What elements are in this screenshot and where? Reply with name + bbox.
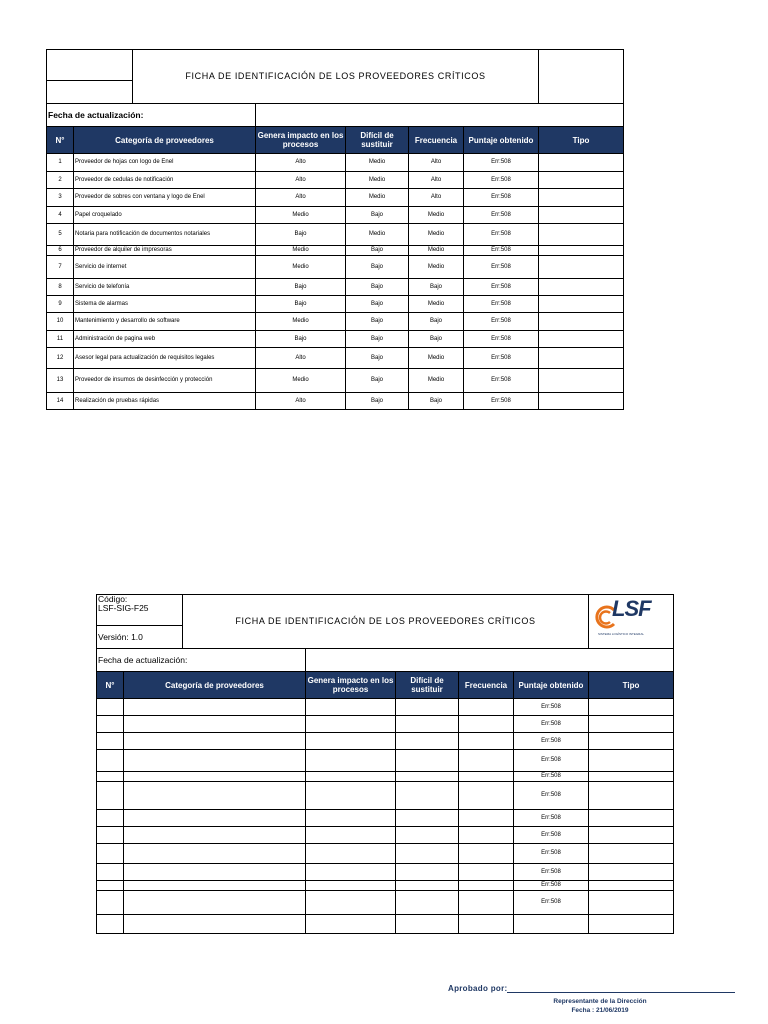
header-tipo: Tipo — [539, 127, 624, 154]
row-cell-empty[interactable] — [124, 810, 306, 827]
row-categoria[interactable]: Proveedor de cedulas de notificación — [74, 172, 256, 189]
row-impacto[interactable]: Bajo — [256, 331, 346, 348]
row-cell-empty[interactable] — [396, 915, 459, 934]
row-cell-empty[interactable] — [396, 891, 459, 915]
footer-fecha: Fecha : 21/06/2019 — [571, 1007, 629, 1014]
row-impacto[interactable]: Alto — [256, 189, 346, 207]
row-num[interactable]: 13 — [47, 369, 74, 393]
row-dificil[interactable]: Bajo — [346, 279, 409, 296]
fecha-value[interactable] — [256, 104, 624, 127]
row-tipo[interactable] — [539, 207, 624, 224]
table-row — [47, 369, 624, 393]
row-cell-empty[interactable] — [124, 750, 306, 772]
form2-fecha-label: Fecha de actualización: — [97, 649, 306, 672]
row-cell-empty[interactable] — [589, 782, 674, 810]
row-tipo[interactable] — [539, 393, 624, 410]
header-dificil: Difícil de sustituir — [346, 127, 409, 154]
representante-block — [520, 997, 680, 1015]
header-frecuencia: Frecuencia — [409, 127, 464, 154]
row-tipo[interactable] — [539, 296, 624, 313]
row-categoria[interactable]: Servicio de telefonía — [74, 279, 256, 296]
row-cell-empty[interactable] — [589, 915, 674, 934]
row-puntaje[interactable]: Err:508 — [464, 246, 539, 256]
row-puntaje[interactable]: Err:508 — [514, 782, 589, 810]
row-cell-empty[interactable] — [306, 844, 396, 864]
row-cell-empty[interactable] — [97, 733, 124, 750]
form2-header-table — [96, 594, 674, 649]
row-cell-empty[interactable] — [97, 810, 124, 827]
logo-cell-empty — [539, 50, 624, 104]
row-dificil[interactable]: Bajo — [346, 207, 409, 224]
row-frecuencia[interactable]: Medio — [409, 224, 464, 246]
table-row — [97, 772, 674, 782]
row-cell-empty[interactable] — [459, 891, 514, 915]
row-cell-empty[interactable] — [396, 772, 459, 782]
table-row — [47, 207, 624, 224]
row-cell-empty[interactable] — [306, 864, 396, 881]
row-num[interactable]: 14 — [47, 393, 74, 410]
codigo-label: Código: — [98, 594, 128, 604]
row-cell-empty[interactable] — [97, 772, 124, 782]
row-dificil[interactable]: Bajo — [346, 348, 409, 369]
row-puntaje[interactable]: Err:508 — [464, 331, 539, 348]
row-frecuencia[interactable]: Bajo — [409, 313, 464, 331]
row-cell-empty[interactable] — [589, 750, 674, 772]
row-cell-empty[interactable] — [306, 881, 396, 891]
row-cell-empty[interactable] — [97, 881, 124, 891]
row-cell-empty[interactable] — [396, 844, 459, 864]
top-header-table — [46, 49, 624, 104]
form2-header-impacto: Genera impacto en los procesos — [306, 672, 396, 699]
row-cell-empty[interactable] — [589, 891, 674, 915]
row-puntaje[interactable]: Err:508 — [464, 369, 539, 393]
row-puntaje[interactable]: Err:508 — [464, 256, 539, 279]
table-row — [47, 348, 624, 369]
table-row — [47, 331, 624, 348]
row-categoria[interactable]: Proveedor de insumos de desinfección y protección — [74, 369, 256, 393]
row-tipo[interactable] — [539, 224, 624, 246]
row-cell-empty[interactable] — [589, 716, 674, 733]
row-puntaje[interactable]: Err:508 — [464, 189, 539, 207]
row-categoria[interactable]: Notaria para notificación de documentos notariales — [74, 224, 256, 246]
row-frecuencia[interactable]: Medio — [409, 296, 464, 313]
row-tipo[interactable] — [539, 154, 624, 172]
row-cell-empty[interactable] — [459, 844, 514, 864]
row-cell-empty[interactable] — [459, 915, 514, 934]
row-dificil[interactable]: Bajo — [346, 296, 409, 313]
row-cell-empty[interactable] — [459, 772, 514, 782]
row-impacto[interactable]: Bajo — [256, 296, 346, 313]
row-dificil[interactable]: Bajo — [346, 246, 409, 256]
row-impacto[interactable]: Alto — [256, 348, 346, 369]
row-tipo[interactable] — [539, 172, 624, 189]
row-cell-empty[interactable] — [396, 827, 459, 844]
row-frecuencia[interactable]: Medio — [409, 207, 464, 224]
version-cell: Versión: 1.0 — [97, 626, 183, 649]
table-row — [47, 256, 624, 279]
table-row — [47, 224, 624, 246]
row-cell-empty[interactable] — [589, 772, 674, 782]
row-categoria[interactable]: Administración de pagina web — [74, 331, 256, 348]
row-cell-empty[interactable] — [396, 699, 459, 716]
row-tipo[interactable] — [539, 348, 624, 369]
row-num[interactable]: 11 — [47, 331, 74, 348]
row-num[interactable]: 2 — [47, 172, 74, 189]
row-cell-empty[interactable] — [97, 844, 124, 864]
row-impacto[interactable]: Medio — [256, 207, 346, 224]
row-impacto[interactable]: Bajo — [256, 224, 346, 246]
table-row — [97, 699, 674, 716]
row-cell-empty[interactable] — [589, 844, 674, 864]
row-tipo[interactable] — [539, 313, 624, 331]
row-cell-empty[interactable] — [124, 844, 306, 864]
row-cell-empty[interactable] — [306, 699, 396, 716]
table-row — [97, 750, 674, 772]
row-cell-empty[interactable] — [459, 699, 514, 716]
row-cell-empty[interactable] — [306, 782, 396, 810]
table-row — [97, 733, 674, 750]
row-puntaje[interactable]: Err:508 — [514, 891, 589, 915]
row-frecuencia[interactable]: Alto — [409, 189, 464, 207]
suppliers-table — [46, 126, 624, 410]
row-frecuencia[interactable]: Bajo — [409, 279, 464, 296]
row-cell-empty[interactable] — [459, 733, 514, 750]
row-cell-empty[interactable] — [124, 772, 306, 782]
form2-fecha-value[interactable] — [306, 649, 674, 672]
form2-title: FICHA DE IDENTIFICACIÓN DE LOS PROVEEDORES CRÍTICOS — [183, 595, 589, 649]
row-cell-empty[interactable] — [306, 733, 396, 750]
form2-suppliers-table — [96, 671, 674, 934]
row-num[interactable]: 4 — [47, 207, 74, 224]
row-cell-empty[interactable] — [306, 827, 396, 844]
row-puntaje[interactable]: Err:508 — [514, 750, 589, 772]
row-categoria[interactable]: Proveedor de alquiler de impresoras — [74, 246, 256, 256]
row-cell-empty[interactable] — [306, 716, 396, 733]
row-puntaje[interactable]: Err:508 — [464, 207, 539, 224]
row-impacto[interactable]: Alto — [256, 393, 346, 410]
row-num[interactable]: 7 — [47, 256, 74, 279]
row-cell-empty[interactable] — [124, 915, 306, 934]
row-num[interactable]: 10 — [47, 313, 74, 331]
form2-header-dificil: Difícil de sustituir — [396, 672, 459, 699]
row-cell-empty[interactable] — [589, 810, 674, 827]
row-categoria[interactable]: Proveedor de hojas con logo de Enel — [74, 154, 256, 172]
lsf-logo-subtitle: SISTEMA LOGÍSTICO INTEGRAL — [598, 632, 645, 636]
code-cell-empty — [47, 50, 133, 81]
logo-cell — [589, 595, 674, 649]
row-num[interactable]: 12 — [47, 348, 74, 369]
row-categoria[interactable]: Mantenimiento y desarrollo de software — [74, 313, 256, 331]
form2-header-tipo: Tipo — [589, 672, 674, 699]
row-puntaje[interactable]: Err:508 — [514, 772, 589, 782]
table-row — [97, 810, 674, 827]
row-cell-empty[interactable] — [306, 772, 396, 782]
table-row — [97, 864, 674, 881]
row-puntaje[interactable]: Err:508 — [514, 827, 589, 844]
row-cell-empty[interactable] — [97, 750, 124, 772]
row-cell-empty[interactable] — [124, 864, 306, 881]
table-row — [47, 246, 624, 256]
row-cell-empty[interactable] — [97, 915, 124, 934]
row-puntaje[interactable]: Err:508 — [514, 881, 589, 891]
signature-line[interactable] — [507, 984, 735, 993]
row-tipo[interactable] — [539, 256, 624, 279]
header-num: N° — [47, 127, 74, 154]
row-tipo[interactable] — [539, 279, 624, 296]
row-impacto[interactable]: Medio — [256, 256, 346, 279]
row-cell-empty[interactable] — [124, 733, 306, 750]
row-categoria[interactable]: Asesor legal para actualización de requisitos legales — [74, 348, 256, 369]
row-dificil[interactable]: Bajo — [346, 256, 409, 279]
table-row — [47, 313, 624, 331]
row-categoria[interactable]: Servicio de internet — [74, 256, 256, 279]
row-puntaje[interactable]: Err:508 — [514, 699, 589, 716]
row-cell-empty[interactable] — [97, 891, 124, 915]
row-categoria[interactable]: Papel croquelado — [74, 207, 256, 224]
row-dificil[interactable]: Medio — [346, 224, 409, 246]
table-row — [97, 915, 674, 934]
row-dificil[interactable]: Bajo — [346, 393, 409, 410]
row-cell-empty[interactable] — [459, 716, 514, 733]
form2-header-categoria: Categoría de proveedores — [124, 672, 306, 699]
row-categoria[interactable]: Realización de pruebas rápidas — [74, 393, 256, 410]
row-num[interactable]: 8 — [47, 279, 74, 296]
row-puntaje[interactable]: Err:508 — [514, 864, 589, 881]
row-puntaje[interactable]: Err:508 — [514, 810, 589, 827]
row-cell-empty[interactable] — [97, 782, 124, 810]
row-impacto[interactable]: Medio — [256, 313, 346, 331]
row-frecuencia[interactable]: Bajo — [409, 331, 464, 348]
row-cell-empty[interactable] — [589, 864, 674, 881]
codigo-cell — [97, 595, 183, 626]
row-cell-empty[interactable] — [459, 782, 514, 810]
row-impacto[interactable]: Alto — [256, 154, 346, 172]
row-cell-empty[interactable] — [124, 881, 306, 891]
table-row — [97, 716, 674, 733]
row-tipo[interactable] — [539, 189, 624, 207]
row-frecuencia[interactable]: Medio — [409, 256, 464, 279]
row-frecuencia[interactable]: Bajo — [409, 393, 464, 410]
table-row — [47, 189, 624, 207]
table-row — [47, 393, 624, 410]
table-row — [47, 296, 624, 313]
form2-header-puntaje: Puntaje obtenido — [514, 672, 589, 699]
row-puntaje[interactable]: Err:508 — [464, 154, 539, 172]
table-row — [47, 154, 624, 172]
lsf-logo — [592, 596, 670, 639]
aprobado-por — [448, 984, 735, 993]
row-puntaje[interactable]: Err:508 — [514, 844, 589, 864]
row-cell-empty[interactable] — [396, 733, 459, 750]
row-num[interactable]: 1 — [47, 154, 74, 172]
header-categoria: Categoría de proveedores — [74, 127, 256, 154]
row-cell-empty[interactable] — [396, 810, 459, 827]
table-row — [97, 844, 674, 864]
row-cell-empty[interactable] — [306, 750, 396, 772]
row-dificil[interactable]: Medio — [346, 189, 409, 207]
fecha-table — [46, 103, 624, 127]
row-impacto[interactable]: Alto — [256, 172, 346, 189]
row-cell-empty[interactable] — [396, 881, 459, 891]
representante-label: Representante de la Dirección — [553, 998, 647, 1005]
row-tipo[interactable] — [539, 246, 624, 256]
row-cell-empty[interactable] — [396, 750, 459, 772]
row-frecuencia[interactable]: Medio — [409, 246, 464, 256]
row-puntaje[interactable]: Err:508 — [464, 224, 539, 246]
header-impacto: Genera impacto en los procesos — [256, 127, 346, 154]
row-cell-empty[interactable] — [97, 827, 124, 844]
codigo-value: LSF-SIG-F25 — [98, 603, 149, 613]
table-row — [47, 279, 624, 296]
row-cell-empty[interactable] — [589, 699, 674, 716]
form-title: FICHA DE IDENTIFICACIÓN DE LOS PROVEEDORES CRÍTICOS — [133, 50, 539, 104]
row-frecuencia[interactable]: Alto — [409, 154, 464, 172]
row-cell-empty[interactable] — [589, 881, 674, 891]
row-num[interactable]: 5 — [47, 224, 74, 246]
row-cell-empty[interactable] — [396, 782, 459, 810]
row-cell-empty[interactable] — [459, 810, 514, 827]
row-puntaje[interactable]: Err:508 — [464, 279, 539, 296]
row-puntaje[interactable]: Err:508 — [464, 296, 539, 313]
row-cell-empty[interactable] — [459, 827, 514, 844]
row-cell-empty[interactable] — [97, 864, 124, 881]
row-frecuencia[interactable]: Alto — [409, 172, 464, 189]
table-row — [97, 891, 674, 915]
row-cell-empty[interactable] — [306, 915, 396, 934]
row-dificil[interactable]: Medio — [346, 172, 409, 189]
table-row — [47, 172, 624, 189]
row-puntaje[interactable]: Err:508 — [464, 393, 539, 410]
row-cell-empty[interactable] — [124, 716, 306, 733]
row-impacto[interactable]: Medio — [256, 246, 346, 256]
version-cell-empty — [47, 81, 133, 104]
row-impacto[interactable]: Medio — [256, 369, 346, 393]
row-num[interactable]: 3 — [47, 189, 74, 207]
row-cell-empty[interactable] — [396, 864, 459, 881]
row-cell-empty[interactable] — [124, 782, 306, 810]
row-dificil[interactable]: Bajo — [346, 369, 409, 393]
row-impacto[interactable]: Bajo — [256, 279, 346, 296]
table-row — [97, 881, 674, 891]
row-categoria[interactable]: Sistema de alarmas — [74, 296, 256, 313]
row-puntaje[interactable]: Err:508 — [464, 313, 539, 331]
row-num[interactable]: 9 — [47, 296, 74, 313]
row-cell-empty[interactable] — [459, 881, 514, 891]
row-puntaje[interactable]: Err:508 — [514, 733, 589, 750]
row-frecuencia[interactable]: Medio — [409, 348, 464, 369]
row-puntaje[interactable]: Err:508 — [464, 348, 539, 369]
row-cell-empty[interactable] — [124, 699, 306, 716]
row-puntaje[interactable]: Err:508 — [514, 716, 589, 733]
form2-header-num: N° — [97, 672, 124, 699]
header-puntaje: Puntaje obtenido — [464, 127, 539, 154]
lsf-logo-text: LSF — [612, 596, 651, 621]
row-puntaje[interactable]: Err:508 — [464, 172, 539, 189]
row-num[interactable]: 6 — [47, 246, 74, 256]
sheet-2 — [96, 594, 674, 934]
row-cell-empty[interactable] — [97, 716, 124, 733]
row-dificil[interactable]: Bajo — [346, 313, 409, 331]
row-puntaje[interactable] — [514, 915, 589, 934]
row-cell-empty[interactable] — [124, 827, 306, 844]
row-cell-empty[interactable] — [589, 827, 674, 844]
row-tipo[interactable] — [539, 331, 624, 348]
row-dificil[interactable]: Medio — [346, 154, 409, 172]
row-categoria[interactable]: Proveedor de sobres con ventana y logo de Enel — [74, 189, 256, 207]
form2-header-frecuencia: Frecuencia — [459, 672, 514, 699]
row-cell-empty[interactable] — [306, 891, 396, 915]
row-cell-empty[interactable] — [589, 733, 674, 750]
fecha-label: Fecha de actualización: — [47, 104, 256, 127]
row-cell-empty[interactable] — [459, 864, 514, 881]
row-dificil[interactable]: Bajo — [346, 331, 409, 348]
aprobado-label: Aprobado por: — [448, 984, 508, 993]
row-cell-empty[interactable] — [97, 699, 124, 716]
form2-fecha-table — [96, 648, 674, 672]
row-cell-empty[interactable] — [124, 891, 306, 915]
table-row — [97, 782, 674, 810]
row-cell-empty[interactable] — [306, 810, 396, 827]
sheet-1 — [46, 49, 624, 410]
row-tipo[interactable] — [539, 369, 624, 393]
row-cell-empty[interactable] — [459, 750, 514, 772]
row-frecuencia[interactable]: Medio — [409, 369, 464, 393]
row-cell-empty[interactable] — [396, 716, 459, 733]
table-row — [97, 827, 674, 844]
